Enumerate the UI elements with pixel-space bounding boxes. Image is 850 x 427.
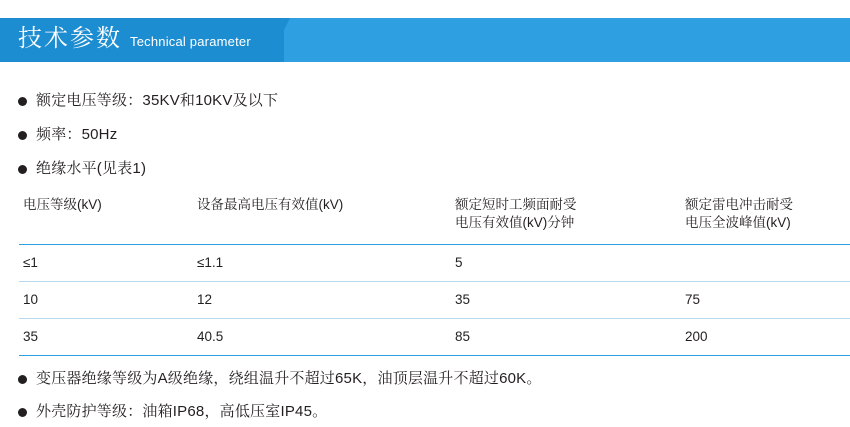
table-cell: ≤1 — [19, 245, 193, 282]
bullet-item-insulation-class — [18, 369, 832, 389]
table-cell: 5 — [451, 245, 681, 282]
table-row — [19, 245, 850, 282]
footer-notes — [18, 369, 832, 422]
header-line: 电压全波峰值(kV) — [685, 215, 791, 230]
table-row — [19, 319, 850, 356]
table-cell: ≤1.1 — [193, 245, 451, 282]
bullet-dot-icon — [18, 131, 27, 140]
page-subtitle: Technical parameter — [130, 34, 251, 49]
table-body — [19, 245, 850, 356]
bullet-label: 变压器绝缘等级为A级绝缘，绕组温升不超过65K，油顶层温升不超过60K。 — [36, 370, 542, 387]
table-column-header-power-frequency-withstand — [451, 192, 681, 245]
table-cell: 75 — [681, 282, 850, 319]
table-row — [19, 282, 850, 319]
table-header — [19, 192, 850, 245]
insulation-level-table — [19, 192, 850, 356]
header-line: 电压有效值(kV)分钟 — [455, 215, 575, 230]
bullet-dot-icon — [18, 375, 27, 384]
header-line: 电压等级(kV) — [23, 197, 102, 212]
table-cell: 85 — [451, 319, 681, 356]
table-cell: 200 — [681, 319, 850, 356]
bullet-label: 绝缘水平(见表1) — [36, 160, 147, 177]
header-title-group — [18, 24, 251, 54]
bullet-label: 频率：50Hz — [36, 126, 118, 143]
insulation-level-table-wrap — [18, 192, 832, 356]
table-column-header-voltage-class — [19, 192, 193, 245]
table-cell: 35 — [19, 319, 193, 356]
bullet-dot-icon — [18, 408, 27, 417]
table-column-header-max-equipment-voltage — [193, 192, 451, 245]
header-slant-divider — [268, 18, 290, 62]
table-header-row — [19, 192, 850, 245]
table-cell: 10 — [19, 282, 193, 319]
page-content — [0, 91, 850, 422]
header-line: 额定短时工频面耐受 — [455, 197, 577, 212]
bullet-dot-icon — [18, 97, 27, 106]
page-header — [0, 0, 850, 77]
bullet-dot-icon — [18, 165, 27, 174]
header-line: 额定雷电冲击耐受 — [685, 197, 793, 212]
table-cell — [681, 245, 850, 282]
header-line: 设备最高电压有效值(kV) — [197, 197, 344, 212]
bullet-item-protection-class — [18, 402, 832, 422]
bullet-label: 外壳防护等级：油箱IP68，高低压室IP45。 — [36, 403, 328, 420]
bullet-item-rated-voltage — [18, 91, 832, 111]
table-cell: 12 — [193, 282, 451, 319]
table-cell: 35 — [451, 282, 681, 319]
page-title: 技术参数 — [18, 25, 122, 52]
table-cell: 40.5 — [193, 319, 451, 356]
bullet-item-insulation-level — [18, 159, 832, 179]
table-column-header-lightning-impulse-withstand — [681, 192, 850, 245]
bullet-item-frequency — [18, 125, 832, 145]
bullet-label: 额定电压等级：35KV和10KV及以下 — [36, 92, 279, 109]
